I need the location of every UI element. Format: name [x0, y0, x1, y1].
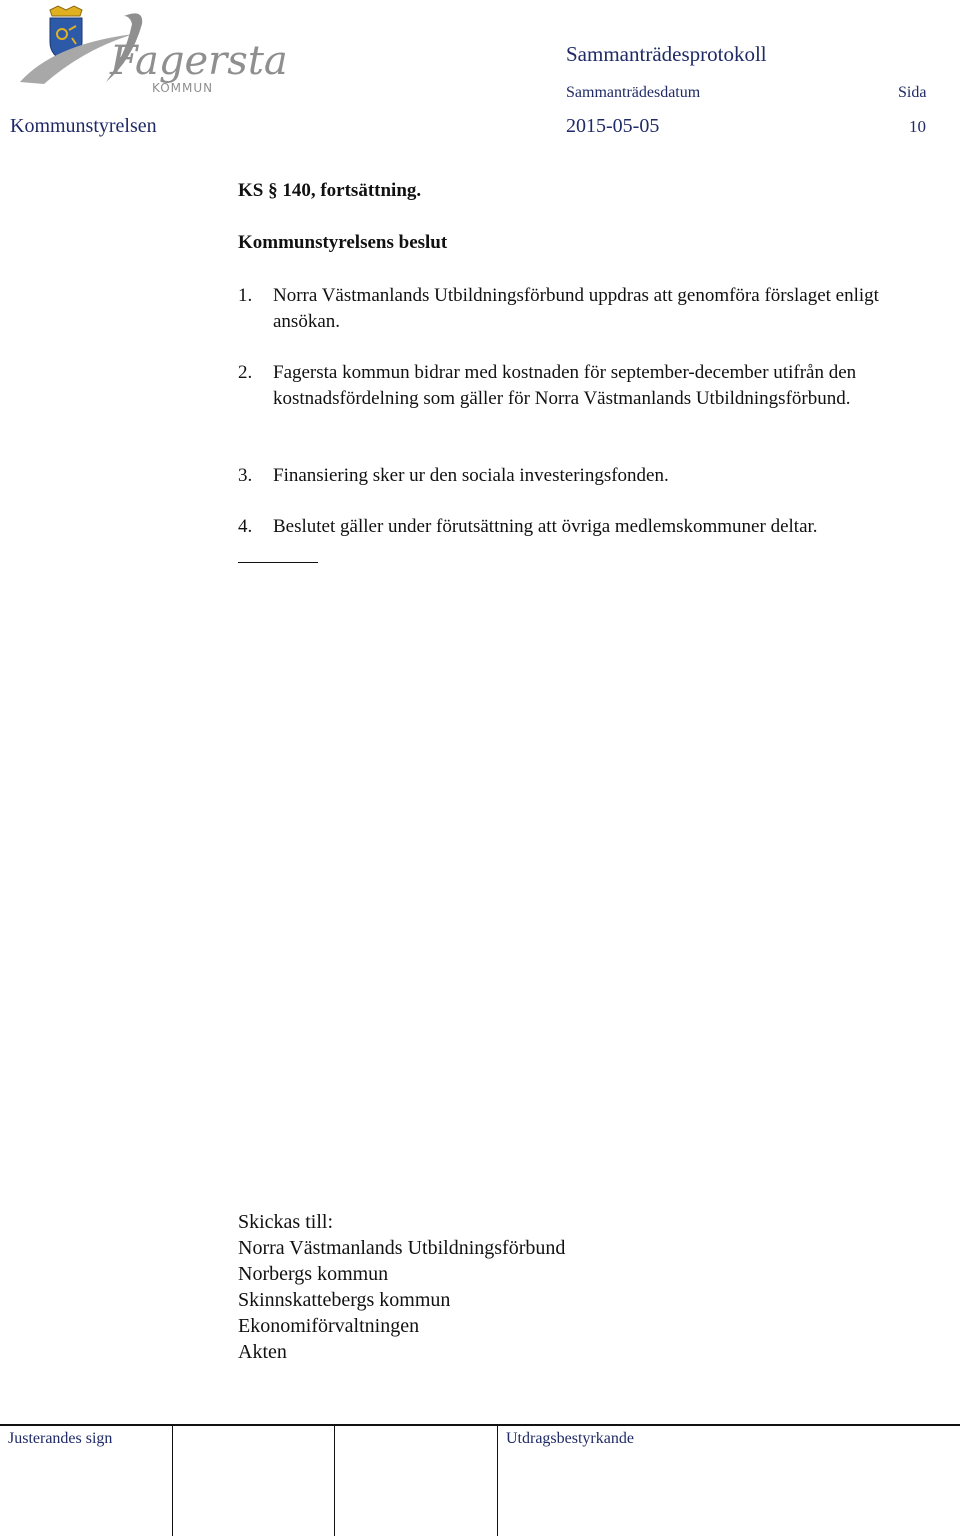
page-label: Sida — [898, 84, 927, 101]
extract-cell — [498, 1425, 960, 1536]
sign-label: Justerandes sign — [8, 1430, 113, 1447]
decision-item — [238, 360, 938, 412]
document-type: Sammanträdesprotokoll — [566, 42, 767, 66]
distribution-recipient: Norbergs kommun — [238, 1263, 389, 1285]
logo-subtext: KOMMUN — [152, 81, 214, 95]
sign-cell — [0, 1425, 173, 1536]
distribution-recipient: Norra Västmanlands Utbildningsförbund — [238, 1237, 566, 1259]
decision-item-number: 2. — [238, 362, 253, 383]
distribution-recipient: Skinnskattebergs kommun — [238, 1289, 451, 1311]
decision-item-number: 4. — [238, 516, 253, 537]
decision-item-text: Norra Västmanlands Utbildningsförbund uppdras att genomföra förslaget enligt ansökan. — [273, 285, 879, 332]
distribution-recipient: Ekonomiförvaltningen — [238, 1315, 420, 1337]
section-end-rule — [238, 562, 318, 563]
decision-heading: Kommunstyrelsens beslut — [238, 232, 448, 253]
distribution-recipient: Akten — [238, 1341, 287, 1363]
signature-table — [0, 1424, 960, 1536]
decision-item-number: 1. — [238, 285, 253, 306]
logo-wordmark: Fagersta — [110, 38, 288, 84]
organization-name: Kommunstyrelsen — [10, 115, 157, 137]
decision-item-text: Beslutet gäller under förutsättning att övriga medlemskommuner deltar. — [273, 516, 818, 537]
fagersta-logo — [14, 4, 288, 96]
decision-item-text: Fagersta kommun bidrar med kostnaden för september-december utifrån den kostnadsfördelning som gäller för Norra Västmanlands Utbildningsförbund. — [273, 362, 857, 409]
extract-label: Utdragsbestyrkande — [506, 1430, 634, 1447]
sign-cell — [173, 1425, 335, 1536]
meeting-date-label: Sammanträdesdatum — [566, 84, 701, 101]
decision-item-number: 3. — [238, 465, 253, 486]
decision-item-text: Finansiering sker ur den sociala investeringsfonden. — [273, 465, 669, 486]
decision-item — [238, 463, 938, 489]
sign-cell — [335, 1425, 498, 1536]
decision-item — [238, 283, 938, 335]
section-title: KS § 140, fortsättning. — [238, 180, 422, 201]
page-number: 10 — [909, 117, 926, 136]
distribution-list — [238, 1209, 565, 1365]
meeting-date-value: 2015-05-05 — [566, 115, 660, 137]
decision-item — [238, 514, 938, 540]
distribution-label: Skickas till: — [238, 1211, 333, 1233]
